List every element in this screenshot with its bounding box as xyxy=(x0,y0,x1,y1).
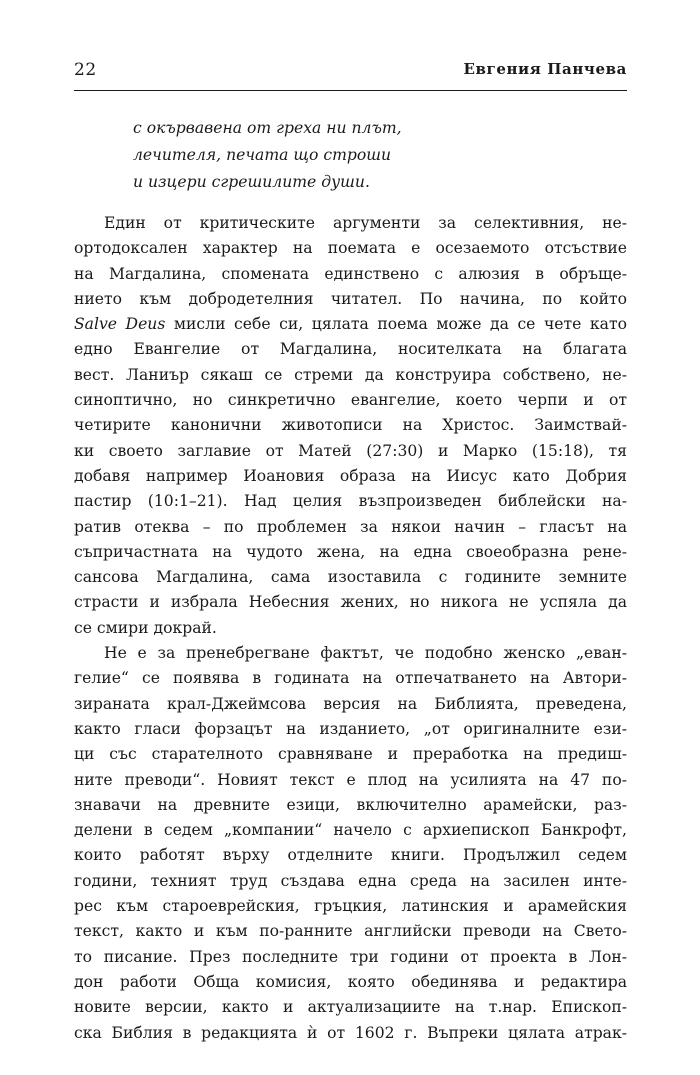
book-page xyxy=(74,0,627,1075)
text-line: добавя например Иоановия образа на Иисус като Добрия xyxy=(74,466,627,485)
text-line: дон работи Обща комисия, която обединява и редактира xyxy=(74,972,627,991)
text-line: ска Библия в редакцията ѝ от 1602 г. Въпреки цялата атрак- xyxy=(74,1023,627,1042)
italic-title: Salve Deus xyxy=(74,315,166,334)
text-line-with-italic xyxy=(74,312,627,337)
header-rule xyxy=(74,90,627,91)
text-line: ци със старателното сравняване и преработка на предиш- xyxy=(74,745,627,764)
text-line: текст, както и към по-ранните английски преводи на Свето- xyxy=(74,922,627,941)
text-line: зираната крал-Джеймсова версия на Библията, преведена, xyxy=(74,694,627,713)
text-line-rest: мисли себе си, цялата поема може да се чете като xyxy=(173,315,627,334)
body-text xyxy=(74,211,627,1046)
text-line: ки своето заглавие от Матей (27:30) и Марко (15:18), тя xyxy=(74,441,627,460)
text-line: страсти и избрала Небесния жених, но никога не успяла да xyxy=(74,593,627,612)
page-number: 22 xyxy=(74,60,97,80)
verse-quotation xyxy=(133,115,402,196)
text-line: ортодоксален характер на поемата е осезаемото отсъствие xyxy=(74,239,627,258)
text-line: четирите канонични животописи на Христос. Заимствай- xyxy=(74,416,627,435)
verse-line: с окървавена от греха ни плът, xyxy=(133,119,402,137)
text-line: пастир (10:1–21). Над целия възпроизведен библейски на- xyxy=(74,492,627,511)
text-line: сансова Магдалина, сама изоставила с годините земните xyxy=(74,568,627,587)
text-line: ните преводи“. Новият текст е плод на усилията на 47 по- xyxy=(74,770,627,789)
text-line: както гласи форзацът на изданието, „от оригиналните ези- xyxy=(74,719,627,738)
paragraph-2 xyxy=(74,641,627,1046)
text-line: рес към староеврейския, гръцкия, латинския и арамейския xyxy=(74,897,627,916)
text-line: се смири докрай. xyxy=(74,618,217,637)
text-line: Не е за пренебрегване фактът, че подобно женско „еван- xyxy=(104,644,627,663)
text-line: вест. Ланиър сякаш се стреми да конструира собствено, не- xyxy=(74,365,627,384)
text-line: гелие“ се появява в годината на отпечатването на Автори- xyxy=(74,669,627,688)
text-line: които работят върху отделните книги. Продължил седем xyxy=(74,846,627,865)
running-head-author: Евгения Панчева xyxy=(463,60,627,78)
text-line: нието към добродетелния читател. По начина, по който xyxy=(74,289,627,308)
text-line: на Магдалина, спомената единствено с алюзия в обръще- xyxy=(74,264,627,283)
text-line: Един от критическите аргументи за селективния, не- xyxy=(104,214,627,232)
paragraph-1 xyxy=(74,211,627,641)
text-line: едно Евангелие от Магдалина, носителката на благата xyxy=(74,340,627,359)
text-line: знавачи на древните езици, включително арамейски, раз- xyxy=(74,795,627,814)
text-line: синоптично, но синкретично евангелие, което черпи и от xyxy=(74,391,627,410)
text-line: съпричастната на чудото жена, на една своеобразна ренe- xyxy=(74,542,627,561)
verse-line: и изцери сгрешилите души. xyxy=(133,173,370,191)
text-line: години, техният труд създава една среда на засилен инте- xyxy=(74,871,627,890)
running-header xyxy=(74,60,627,86)
text-line: ратив отеква – по проблемен за някои начин – гласът на xyxy=(74,517,627,536)
text-line: то писание. През последните три години от проекта в Лон- xyxy=(74,947,627,966)
text-line: делени в седем „компании“ начело с архиепископ Банкрофт, xyxy=(74,821,627,840)
text-line: новите версии, както и актуализациите на т.нар. Епископ- xyxy=(74,998,627,1017)
verse-line: лечителя, печата що строши xyxy=(133,146,392,164)
